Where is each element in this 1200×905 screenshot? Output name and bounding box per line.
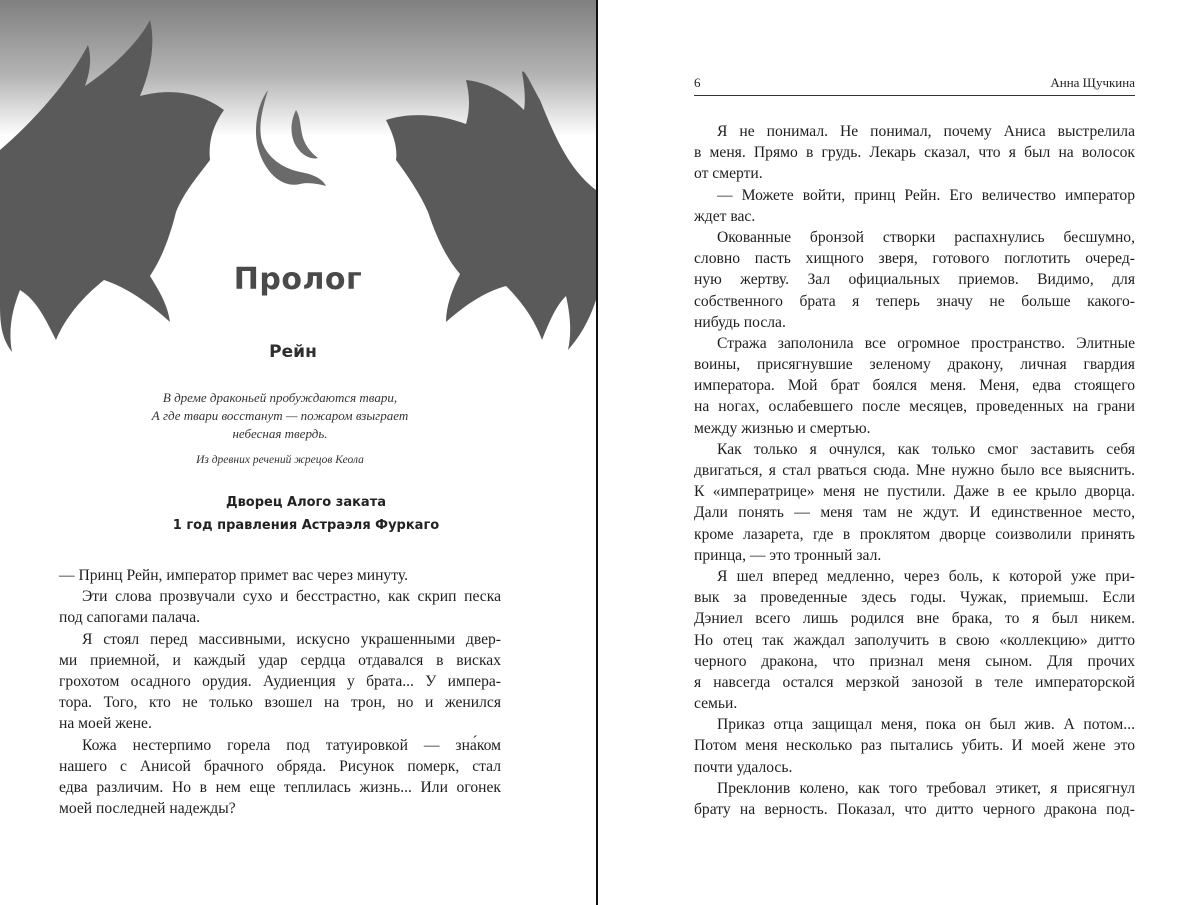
right-page (598, 0, 1200, 905)
text-line: Но отец так жаждал заполучить в свою «коллекцию» дитто (694, 631, 1135, 649)
text-line: ми приемной, и каждый удар сердца отдавался в висках (59, 651, 501, 669)
text-line: тора. Того, кто не только взошел на трон, но и женился (59, 694, 501, 712)
epigraph-line: А где твари восстанут — пожаром взыграет (151, 408, 409, 423)
text-line: Окованные бронзой створки распахнулись бесшумно, (717, 228, 1135, 246)
text-line: К «императрице» меня не пустили. Даже в ее крыло дворца. (694, 483, 1135, 501)
text-line: Эти слова прозвучали сухо и бесстрастно, как скрип песка (82, 588, 501, 606)
text-line: в меня. Прямо в грудь. Лекарь сказал, что я был на волосок (694, 144, 1135, 162)
text-line: нибудь посла. (694, 313, 786, 331)
text-line: под сапогами палача. (59, 609, 201, 627)
text-line: на моей жене. (59, 715, 152, 733)
text-line: Я не понимал. Не понимал, почему Аниса выстрелила (717, 123, 1135, 140)
text-line: — Можете войти, принц Рейн. Его величество император (717, 186, 1135, 204)
text-line: Стража заполонила все огромное пространство. Элитные (717, 334, 1135, 352)
text-line: кроме лазарета, где в проклятом дворце соизволили принять (694, 525, 1135, 543)
text-line: ную жертву. Зал официальных приемов. Видимо, для (694, 271, 1135, 289)
left-page (0, 0, 596, 905)
left-body-text (59, 565, 501, 819)
scene-year: 1 год правления Астраэля Фуркаго (172, 518, 440, 533)
text-line: почти удалось. (694, 758, 793, 776)
text-line: от смерти. (694, 165, 763, 183)
text-line: Дали понять — меня там не ждут. И единственное место, (694, 504, 1135, 522)
text-line: едва различим. Но в нем еще теплилась жизнь... Или огонек (59, 778, 501, 796)
text-line: черного дракона, что признал меня сыном. Для прочих (694, 652, 1135, 670)
epigraph-line: небесная твердь. (232, 426, 328, 441)
text-line: собственного брата я теперь значу не больше какого- (694, 292, 1135, 310)
scene-place: Дворец Алого заката (225, 495, 386, 510)
text-line: Дэниел всего лишь родился вне брака, то я был никем. (694, 610, 1135, 628)
text-line: между жизнью и смертью. (694, 419, 871, 437)
text-line: грохотом осадного орудия. Аудиенция у брата... У импера- (59, 672, 501, 690)
text-line: нашего с Анисой брачного обряда. Рисунок померк, стал (59, 757, 501, 775)
text-line: я навсегда остался мерзкой занозой в теле императорской (694, 673, 1135, 691)
text-line: словно пасть хищного зверя, готового поглотить очеред- (694, 250, 1135, 268)
text-line: — Принц Рейн, император примет вас через минуту. (59, 567, 408, 584)
text-line: двигаться, я стал рваться сюда. Мне нужно было все выяснить. (694, 462, 1135, 479)
running-header (694, 75, 1135, 96)
epigraph-source: Из древних речений жрецов Кеола (196, 454, 364, 466)
text-line: императора. Мой брат боялся меня. Меня, едва стоящего (694, 377, 1135, 395)
epigraph (0, 389, 560, 443)
page-number: 6 (694, 75, 701, 90)
chapter-subtitle: Рейн (269, 342, 317, 362)
text-line: Преклонив колено, как того требовал этикет, я присягнул (717, 779, 1135, 797)
text-line: воины, присягнувшие зеленому дракону, личная гвардия (694, 356, 1135, 374)
author-name: Анна Щучкина (1050, 75, 1135, 90)
text-line: Приказ отца защищал меня, пока он был жив. А потом... (717, 716, 1135, 734)
text-line: брату на верность. Показал, что дитто черного дракона под- (694, 801, 1135, 818)
right-body-text (694, 121, 1135, 820)
text-line: Кожа нестерпимо горела под татуировкой — зна́ком (82, 736, 501, 754)
text-line: Как только я очнулся, как только смог заставить себя (717, 440, 1135, 458)
epigraph-line: В дреме драконьей пробуждаются твари, (162, 390, 398, 405)
text-line: моей последней надежды? (59, 800, 236, 818)
text-line: Потом меня несколько раз пытались убить. И моей жене это (694, 737, 1135, 755)
text-line: Я шел вперед медленно, через боль, к которой уже при- (717, 567, 1135, 585)
text-line: на ногах, ослабевшего после месяцев, проведенных на грани (694, 398, 1135, 416)
text-line: Я стоял перед массивными, искусно украшенными двер- (82, 630, 501, 648)
text-line: принца, — это тронный зал. (694, 546, 882, 564)
text-line: вык за проведенные здесь годы. Чужак, приемыш. Если (694, 589, 1135, 607)
dragon-wings-illustration (0, 0, 596, 360)
chapter-title: Пролог (233, 262, 363, 297)
text-line: ждет вас. (694, 207, 756, 225)
text-line: семьи. (694, 695, 738, 713)
